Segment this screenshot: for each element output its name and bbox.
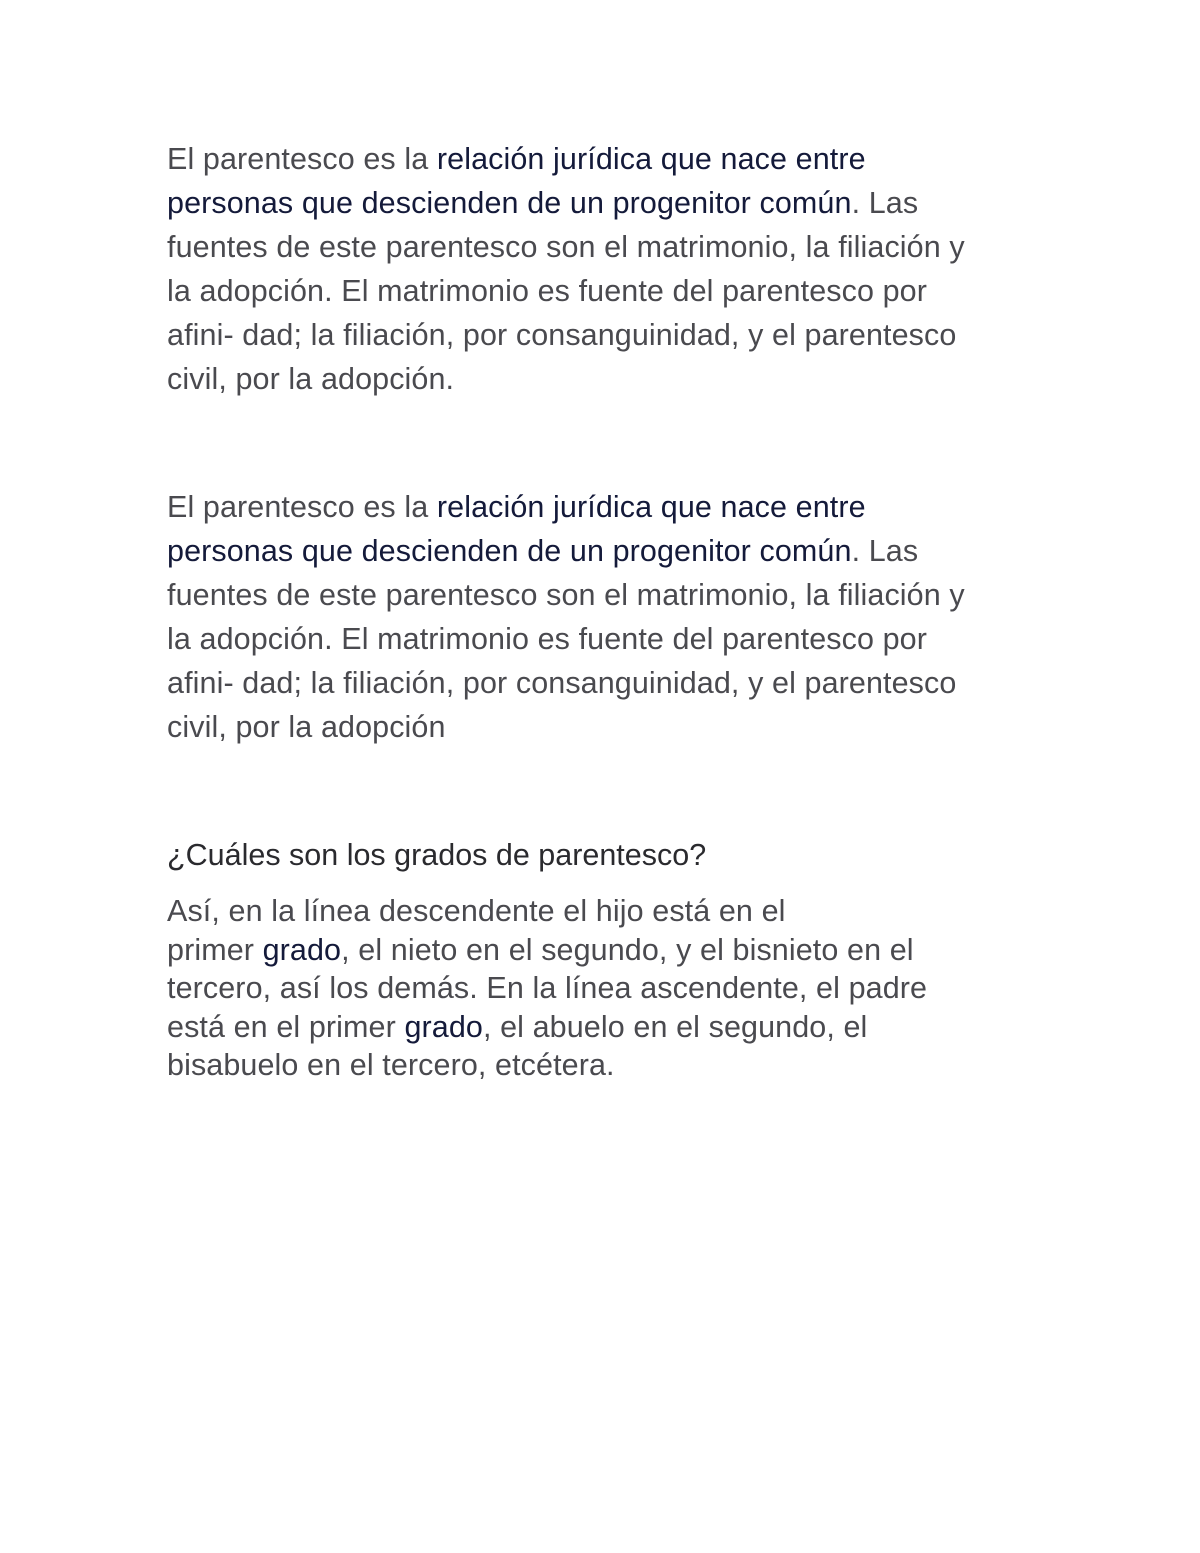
text-line: civil, por la adopción bbox=[167, 710, 446, 744]
text-line: primer grado, el nieto en el segundo, y el bisnieto en el bbox=[167, 932, 914, 967]
highlighted-word: grado bbox=[404, 1009, 483, 1044]
highlighted-phrase: relación jurídica que nace entre bbox=[436, 490, 866, 524]
text-line: afini- dad; la filiación, por consanguinidad, y el parentesco bbox=[167, 318, 957, 352]
highlighted-phrase: personas que descienden de un progenitor común bbox=[167, 534, 852, 568]
text-line: la adopción. El matrimonio es fuente del parentesco por bbox=[167, 622, 927, 656]
text-line: civil, por la adopción. bbox=[167, 362, 455, 396]
paragraph-definition-2 bbox=[167, 485, 1047, 749]
highlighted-phrase: personas que descienden de un progenitor común bbox=[167, 186, 852, 220]
highlighted-word: grado bbox=[262, 932, 342, 967]
text-line: El parentesco es la relación jurídica que nace entre bbox=[167, 490, 866, 524]
highlighted-phrase: relación jurídica que nace entre bbox=[436, 142, 866, 176]
question-heading: ¿Cuáles son los grados de parentesco? bbox=[167, 838, 707, 872]
text-line: está en el primer grado, el abuelo en el segundo, el bbox=[167, 1009, 868, 1044]
paragraph-definition-1 bbox=[167, 137, 1047, 401]
text-line: personas que descienden de un progenitor común. Las bbox=[167, 186, 919, 220]
text-line: fuentes de este parentesco son el matrimonio, la filiación y bbox=[167, 230, 965, 264]
text-line: personas que descienden de un progenitor común. Las bbox=[167, 534, 919, 568]
text-line: fuentes de este parentesco son el matrimonio, la filiación y bbox=[167, 578, 965, 612]
text-line: bisabuelo en el tercero, etcétera. bbox=[167, 1048, 615, 1082]
text-line: Así, en la línea descendente el hijo está en el bbox=[167, 894, 786, 928]
text-line: afini- dad; la filiación, por consanguinidad, y el parentesco bbox=[167, 666, 957, 700]
paragraph-degrees bbox=[167, 892, 1047, 1085]
text-line: la adopción. El matrimonio es fuente del parentesco por bbox=[167, 274, 927, 308]
text-line: El parentesco es la relación jurídica que nace entre bbox=[167, 142, 866, 176]
text-line: tercero, así los demás. En la línea ascendente, el padre bbox=[167, 971, 928, 1005]
